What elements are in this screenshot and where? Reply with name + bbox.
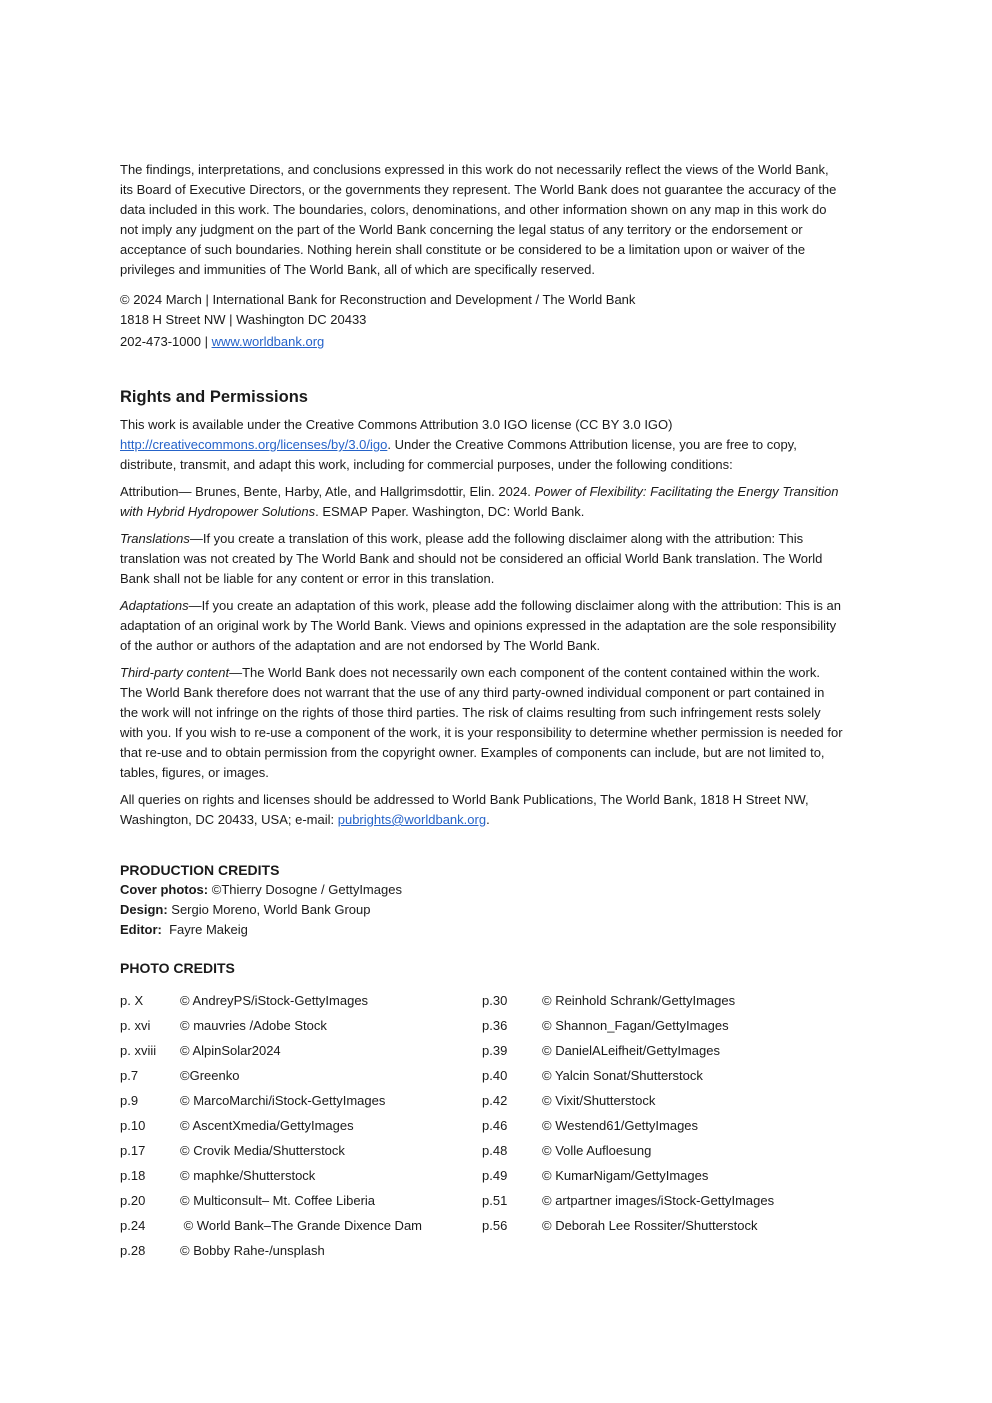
photo-page: p.51 <box>482 1193 508 1208</box>
photo-credits-right-column <box>482 988 844 1263</box>
license-text-cont: . Under the Creative Commons Attribution license, you are free to copy, distribute, transmit, and adapt this work, including for commercial purposes, under the following conditions: <box>120 437 797 472</box>
photo-page: p.20 <box>120 1193 146 1208</box>
editor-value: Fayre Makeig <box>161 922 248 937</box>
photo-page: p.24 <box>120 1218 146 1233</box>
cover-photos-label: Cover photos: <box>120 882 209 897</box>
queries-text: All queries on rights and licenses should be addressed to World Bank Publications, The World Bank, 1818 H Street NW, Washington, DC 20433, USA; e-mail: <box>120 792 809 827</box>
photo-page: p.46 <box>482 1118 508 1133</box>
design-value: Sergio Moreno, World Bank Group <box>167 902 371 917</box>
cover-photos-credit <box>120 880 844 900</box>
photo-source: © Vixit/Shutterstock <box>542 1093 656 1108</box>
photo-page: p.17 <box>120 1143 146 1158</box>
photo-source: © artpartner images/iStock-GettyImages <box>542 1193 775 1208</box>
photo-source: © mauvries /Adobe Stock <box>180 1018 327 1033</box>
photo-credit-row <box>482 988 844 1013</box>
photo-source: © Crovik Media/Shutterstock <box>180 1143 345 1158</box>
photo-credit-row <box>482 1113 844 1138</box>
attribution-title: Power of Flexibility: Facilitating the Energy Transition with Hybrid Hydropower Solutions <box>120 484 839 519</box>
photo-page: p. xvi <box>120 1018 151 1033</box>
photo-page: p.10 <box>120 1118 146 1133</box>
photo-page: p.18 <box>120 1168 146 1183</box>
attribution-text: Attribution— Brunes, Bente, Harby, Atle, and Hallgrimsdottir, Elin. 2024. <box>120 484 535 499</box>
photo-credit-row <box>482 1213 844 1238</box>
photo-page: p.28 <box>120 1243 146 1258</box>
photo-source: © MarcoMarchi/iStock-GettyImages <box>180 1093 386 1108</box>
photo-credit-row <box>482 1188 844 1213</box>
photo-credits-heading: PHOTO CREDITS <box>120 960 235 976</box>
phone-line <box>120 332 844 352</box>
photo-source: © KumarNigam/GettyImages <box>542 1168 709 1183</box>
photo-page: p.48 <box>482 1143 508 1158</box>
production-credits-heading: PRODUCTION CREDITS <box>120 862 280 878</box>
photo-page: p.40 <box>482 1068 508 1083</box>
photo-page: p.49 <box>482 1168 508 1183</box>
editor-label: Editor: <box>120 922 162 937</box>
photo-source: © Multiconsult– Mt. Coffee Liberia <box>180 1193 376 1208</box>
photo-source: © Westend61/GettyImages <box>542 1118 699 1133</box>
thirdparty-label: Third-party content <box>120 665 230 680</box>
photo-page: p. xviii <box>120 1043 157 1058</box>
photo-credit-row <box>120 1088 482 1113</box>
photo-credit-row <box>482 1063 844 1088</box>
thirdparty-paragraph <box>120 663 844 783</box>
adaptations-paragraph <box>120 596 844 656</box>
photo-credit-row <box>120 1188 482 1213</box>
photo-source: © AndreyPS/iStock-GettyImages <box>180 993 369 1008</box>
photo-source: © AscentXmedia/GettyImages <box>180 1118 354 1133</box>
photo-credit-row <box>482 1138 844 1163</box>
rights-heading: Rights and Permissions <box>120 388 308 406</box>
photo-page: p.56 <box>482 1218 508 1233</box>
creative-commons-link[interactable]: http://creativecommons.org/licenses/by/3.0/igo <box>120 437 388 452</box>
translations-paragraph <box>120 529 844 589</box>
photo-source: © AlpinSolar2024 <box>180 1043 281 1058</box>
address-block <box>120 290 844 352</box>
phone-number: 202-473-1000 | <box>120 334 212 349</box>
queries-paragraph <box>120 790 844 830</box>
translations-text: —If you create a translation of this work, please add the following disclaimer along with the attribution: This translation was not created by The World Bank and should not be considered an official World Bank translation. The World Bank shall not be liable for any content or error in this translation. <box>120 531 823 586</box>
photo-credit-row <box>120 1013 482 1038</box>
photo-credit-row <box>120 1113 482 1138</box>
photo-page: p.9 <box>120 1093 139 1108</box>
queries-period: . <box>486 812 490 827</box>
pubrights-email-link[interactable]: pubrights@worldbank.org <box>337 812 487 827</box>
design-credit <box>120 900 844 920</box>
photo-page: p.42 <box>482 1093 508 1108</box>
license-text: This work is available under the Creative Commons Attribution 3.0 IGO license (CC BY 3.0 IGO) <box>120 417 673 432</box>
photo-credit-row <box>482 1088 844 1113</box>
street-line: 1818 H Street NW | Washington DC 20433 <box>120 312 367 327</box>
photo-credit-row <box>120 1038 482 1063</box>
photo-source: © maphke/Shutterstock <box>180 1168 316 1183</box>
worldbank-website-link[interactable]: www.worldbank.org <box>211 334 325 349</box>
cover-photos-value: ©Thierry Dosogne / GettyImages <box>208 882 402 897</box>
photo-credit-row <box>482 1038 844 1063</box>
translations-label: Translations <box>120 531 190 546</box>
attribution-text-cont: . ESMAP Paper. Washington, DC: World Bank. <box>315 504 585 519</box>
photo-credit-row <box>120 1238 482 1263</box>
photo-page: p.39 <box>482 1043 508 1058</box>
photo-source: © Deborah Lee Rossiter/Shutterstock <box>542 1218 758 1233</box>
copyright-line: © 2024 March | International Bank for Reconstruction and Development / The World Bank <box>120 292 636 307</box>
photo-credit-row <box>120 1163 482 1188</box>
license-paragraph <box>120 415 844 475</box>
photo-credit-row <box>120 1138 482 1163</box>
photo-page: p.7 <box>120 1068 139 1083</box>
photo-credit-row <box>120 1063 482 1088</box>
design-label: Design: <box>120 902 168 917</box>
photo-source: © Bobby Rahe-/unsplash <box>180 1243 325 1258</box>
photo-credits-left-column <box>120 988 482 1263</box>
photo-page: p.36 <box>482 1018 508 1033</box>
photo-credits-table <box>120 988 844 1263</box>
photo-source: © World Bank–The Grande Dixence Dam <box>180 1218 422 1233</box>
photo-source: ©Greenko <box>180 1068 240 1083</box>
photo-credit-row <box>120 1213 482 1238</box>
thirdparty-text: —The World Bank does not necessarily own each component of the content contained within the work. The World Bank therefore does not warrant that the use of any third party-owned individual component or part contained in the work will not infringe on the rights of those third parties. The risk of claims resulting from such infringement rests solely with you. If you wish to re-use a component of the work, it is your responsibility to determine whether permission is needed for that re-use and to obtain permission from the copyright owner. Examples of components can include, but are not limited to, tables, figures, or images. <box>120 665 843 780</box>
photo-source: © Reinhold Schrank/GettyImages <box>542 993 736 1008</box>
adaptations-label: Adaptations <box>120 598 189 613</box>
document-page <box>120 160 844 1263</box>
editor-credit <box>120 920 844 940</box>
photo-source: © Volle Aufloesung <box>542 1143 652 1158</box>
photo-source: © Shannon_Fagan/GettyImages <box>542 1018 729 1033</box>
photo-source: © Yalcin Sonat/Shutterstock <box>542 1068 703 1083</box>
adaptations-text: —If you create an adaptation of this work, please add the following disclaimer along with the attribution: This is an adaptation of an original work by The World Bank. Views and opinions expressed in the adaptation are the sole responsibility of the author or authors of the adaptation and are not endorsed by The World Bank. <box>120 598 841 653</box>
photo-page: p.30 <box>482 993 508 1008</box>
disclaimer-paragraph: The findings, interpretations, and conclusions expressed in this work do not necessarily reflect the views of the World Bank, its Board of Executive Directors, or the governments they represent. The World Bank does not guarantee the accuracy of the data included in this work. The boundaries, colors, denominations, and other information shown on any map in this work do not imply any judgment on the part of the World Bank concerning the legal status of any territory or the endorsement or acceptance of such boundaries. Nothing herein shall constitute or be considered to be a limitation upon or waiver of the privileges and immunities of The World Bank, all of which are specifically reserved. <box>120 162 837 277</box>
photo-source: © DanielALeifheit/GettyImages <box>542 1043 720 1058</box>
attribution-paragraph <box>120 482 844 522</box>
photo-credit-row <box>482 1163 844 1188</box>
photo-credit-row <box>482 1013 844 1038</box>
photo-page: p. X <box>120 993 144 1008</box>
photo-credit-row <box>120 988 482 1013</box>
